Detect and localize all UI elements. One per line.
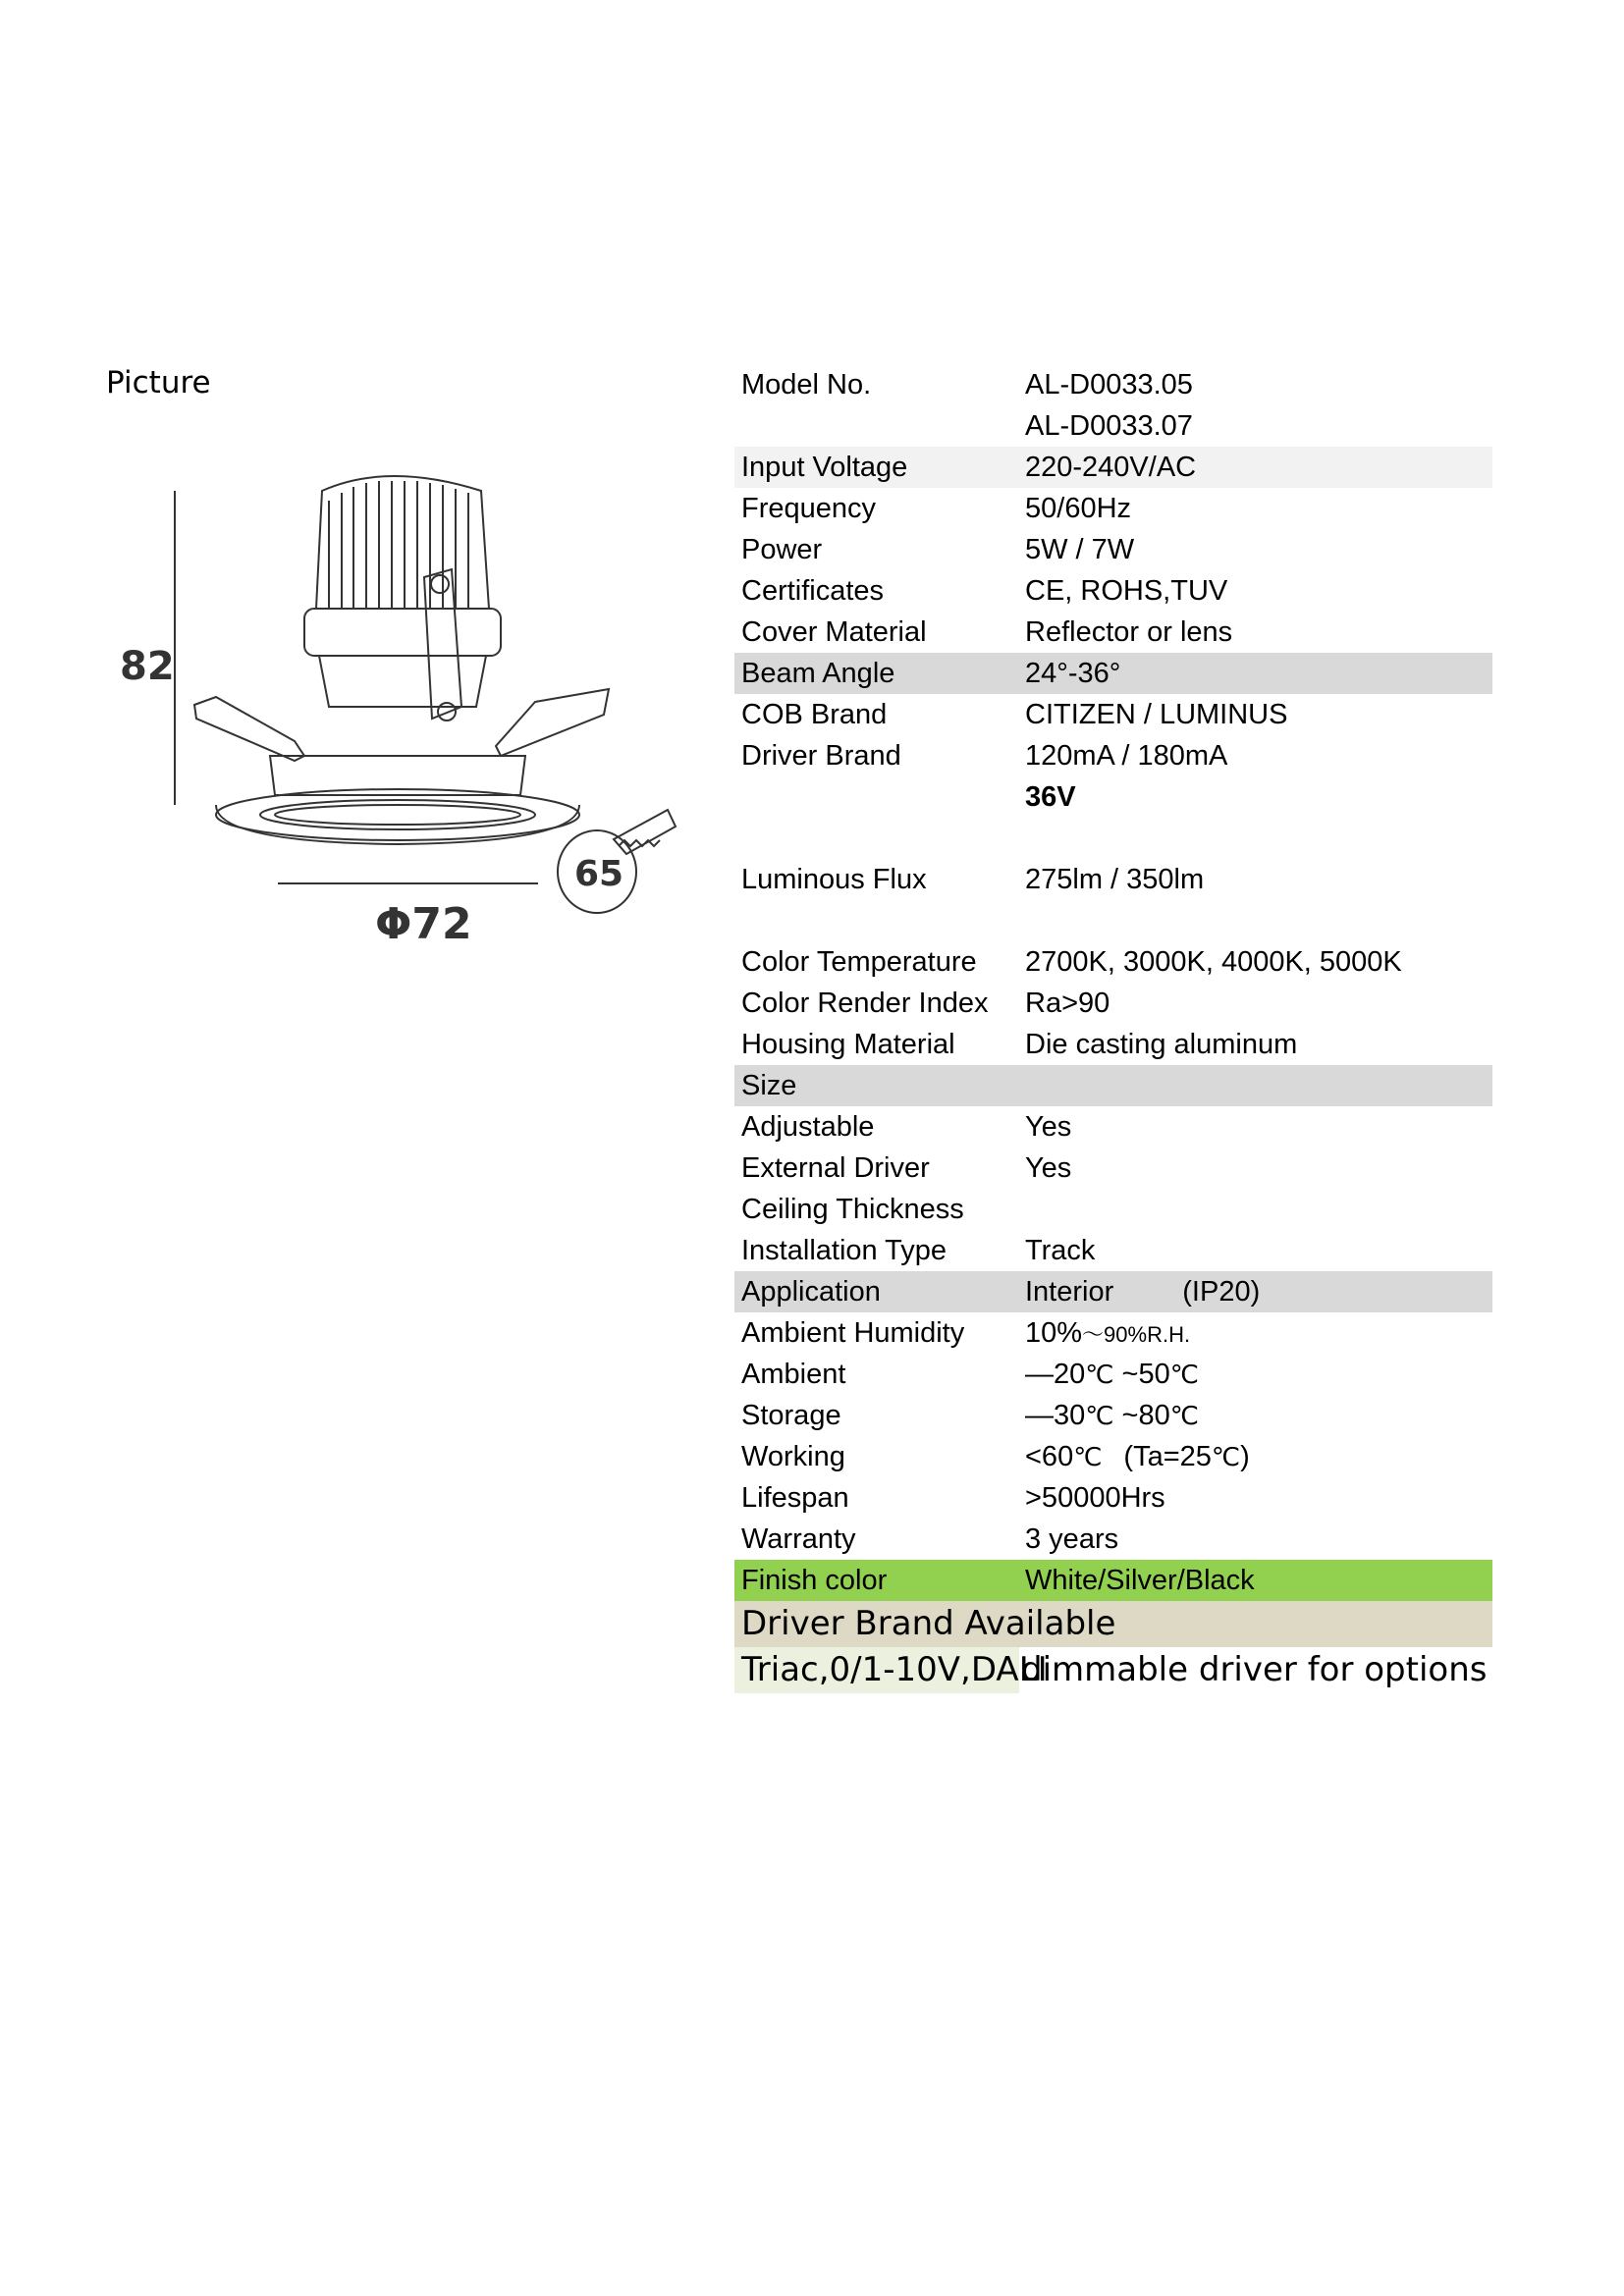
color-temperature-label: Color Temperature [741, 946, 977, 978]
model-label: Model No. [741, 369, 872, 400]
ambient-low: —20 [1025, 1359, 1086, 1390]
dimming-text: dimmable driver for options [1021, 1650, 1488, 1689]
spec-row-cob-brand [734, 694, 1492, 735]
lifespan-value: >50000Hrs [1025, 1482, 1165, 1514]
beam-angle-value: 24°-36° [1025, 658, 1121, 689]
driver-voltage-value: 36V [1025, 781, 1076, 813]
storage-low: —30 [1025, 1400, 1086, 1431]
cob-brand-label: COB Brand [741, 699, 888, 730]
housing-label: Housing Material [741, 1029, 955, 1060]
humidity-label: Ambient Humidity [741, 1317, 965, 1349]
cover-material-label: Cover Material [741, 616, 927, 648]
ambient-high: ~50 [1121, 1359, 1170, 1390]
spec-row-application [734, 1271, 1492, 1312]
frequency-value: 50/60Hz [1025, 493, 1132, 524]
warranty-label: Warranty [741, 1523, 856, 1555]
spec-row-beam-angle [734, 653, 1492, 694]
spec-row-finish-color [734, 1560, 1492, 1601]
driver-brand-label: Driver Brand [741, 740, 901, 772]
application-value [1025, 1271, 1260, 1312]
housing-value: Die casting aluminum [1025, 1029, 1298, 1060]
external-driver-label: External Driver [741, 1152, 930, 1184]
spec-row-external-driver [734, 1148, 1492, 1189]
frequency-label: Frequency [741, 493, 877, 524]
application-ip-rating: (IP20) [1182, 1276, 1261, 1308]
celsius-unit: ℃ [1085, 1402, 1114, 1431]
celsius-unit: ℃ [1073, 1443, 1103, 1472]
working-value [1025, 1436, 1250, 1478]
spec-row-power [734, 529, 1492, 570]
cri-label: Color Render Index [741, 988, 989, 1019]
spec-row-cover-material [734, 612, 1492, 653]
storage-label: Storage [741, 1400, 841, 1431]
power-label: Power [741, 534, 823, 565]
driver-current-value: 120mA / 180mA [1025, 740, 1228, 772]
finish-color-value: White/Silver/Black [1025, 1565, 1255, 1596]
humidity-high: ～90%R.H. [1082, 1322, 1191, 1347]
ambient-label: Ambient [741, 1359, 846, 1390]
spec-row-adjustable [734, 1106, 1492, 1148]
input-voltage-value: 220-240V/AC [1025, 452, 1197, 483]
input-voltage-label: Input Voltage [741, 452, 908, 483]
cri-value: Ra>90 [1025, 988, 1110, 1019]
picture-heading: Picture [106, 365, 211, 400]
spec-row-input-voltage [734, 447, 1492, 488]
luminous-flux-label: Luminous Flux [741, 864, 927, 895]
luminous-flux-value: 275lm / 350lm [1025, 864, 1205, 895]
spec-row-humidity [734, 1312, 1492, 1354]
humidity-low: 10% [1025, 1317, 1083, 1349]
celsius-unit: ℃ [1085, 1361, 1114, 1390]
spec-row-cri [734, 983, 1492, 1024]
spec-row-lifespan [734, 1477, 1492, 1519]
cover-material-value: Reflector or lens [1025, 616, 1233, 648]
size-label: Size [741, 1070, 797, 1101]
celsius-unit: ℃ [1211, 1443, 1241, 1472]
external-driver-value: Yes [1025, 1152, 1072, 1184]
product-line-drawing [120, 461, 707, 962]
celsius-unit: ℃ [1169, 1361, 1199, 1390]
spec-row-driver-brand [734, 735, 1492, 818]
certificates-value: CE, ROHS,TUV [1025, 575, 1228, 607]
installation-value: Track [1025, 1235, 1096, 1266]
working-ta: (Ta=25 [1123, 1441, 1212, 1472]
lifespan-label: Lifespan [741, 1482, 849, 1514]
diameter-dimension: Φ72 [375, 899, 472, 949]
spec-row-color-temperature [734, 941, 1492, 983]
spec-table [734, 364, 1492, 1693]
application-interior: Interior [1025, 1276, 1114, 1308]
spec-row-model [734, 364, 1492, 447]
beam-angle-label: Beam Angle [741, 658, 895, 689]
model-value-1: AL-D0033.05 [1025, 369, 1193, 400]
spec-row-size [734, 1065, 1492, 1106]
adjustable-label: Adjustable [741, 1111, 875, 1143]
color-temperature-value: 2700K, 3000K, 4000K, 5000K [1025, 946, 1402, 978]
humidity-value [1025, 1312, 1190, 1356]
finish-color-label: Finish color [741, 1565, 888, 1596]
warranty-value: 3 years [1025, 1523, 1119, 1555]
storage-high: ~80 [1121, 1400, 1170, 1431]
model-value-2: AL-D0033.07 [1025, 410, 1193, 442]
spec-row-driver-available [734, 1601, 1492, 1647]
working-max: <60 [1025, 1441, 1074, 1472]
spec-row-housing [734, 1024, 1492, 1065]
spec-row-ambient [734, 1354, 1492, 1395]
driver-available-label: Driver Brand Available [741, 1604, 1116, 1643]
spec-row-storage [734, 1395, 1492, 1436]
ceiling-thickness-label: Ceiling Thickness [741, 1194, 964, 1225]
dimming-label: Triac,0/1-10V,DALI [741, 1650, 1048, 1689]
ambient-value [1025, 1354, 1199, 1396]
adjustable-value: Yes [1025, 1111, 1072, 1143]
celsius-unit: ℃ [1169, 1402, 1199, 1431]
spec-row-ceiling-thickness [734, 1189, 1492, 1230]
certificates-label: Certificates [741, 575, 885, 607]
application-label: Application [741, 1276, 881, 1308]
spec-row-working [734, 1436, 1492, 1477]
storage-value [1025, 1395, 1199, 1437]
height-dimension: 82 [120, 644, 175, 689]
installation-label: Installation Type [741, 1235, 947, 1266]
working-close-paren: ) [1240, 1441, 1250, 1472]
cutout-dimension: 65 [574, 854, 624, 894]
spec-row-dimming [734, 1647, 1492, 1693]
spec-row-frequency [734, 488, 1492, 529]
spec-row-luminous-flux [734, 859, 1492, 900]
cob-brand-value: CITIZEN / LUMINUS [1025, 699, 1288, 730]
spec-row-certificates [734, 570, 1492, 612]
working-label: Working [741, 1441, 845, 1472]
spec-row-warranty [734, 1519, 1492, 1560]
power-value: 5W / 7W [1025, 534, 1135, 565]
spec-row-installation [734, 1230, 1492, 1271]
